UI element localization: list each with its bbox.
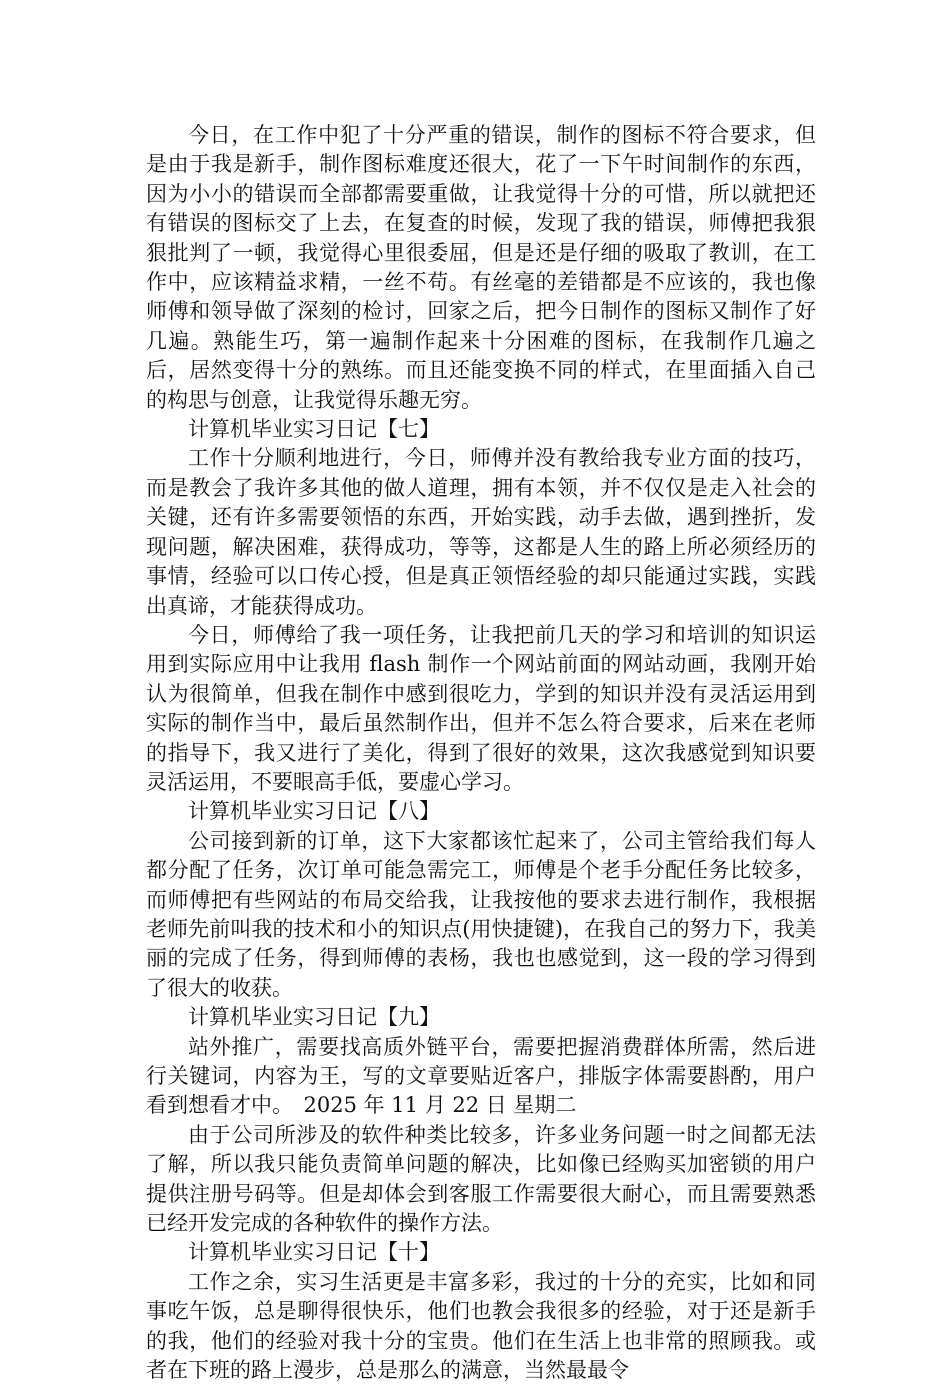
paragraph-flash-task: 今日，师傅给了我一项任务，让我把前几天的学习和培训的知识运用到实际应用中让我用 flash 制作一个网站前面的网站动画，我刚开始认为很简单，但我在制作中感到很吃力，学到的知识并没有灵活运用到实际的制作当中，最后虽然制作出，但并不怎么符合要求，后来在老师的指导下，我又进行了美化，得到了很好的效果，这次我感觉到知识要灵活运用，不要眼高手低，要虚心学习。 [146, 622, 816, 794]
document-body [146, 121, 816, 1385]
paragraph-work-smoothly: 工作十分顺利地进行，今日，师傅并没有教给我专业方面的技巧，而是教会了我许多其他的做人道理，拥有本领，并不仅仅是走入社会的关键，还有许多需要领悟的东西，开始实践，动手去做，遇到挫折，发现问题，解决困难，获得成功，等等，这都是人生的路上所必须经历的事情，经验可以口传心授，但是真正领悟经验的却只能通过实践，实践出真谛，才能获得成功。 [146, 446, 816, 618]
diary-heading-7: 计算机毕业实习日记【七】 [188, 417, 440, 442]
paragraph-mistake-day: 今日，在工作中犯了十分严重的错误，制作的图标不符合要求，但是由于我是新手，制作图标难度还很大，花了一下午时间制作的东西，因为小小的错误而全部都需要重做，让我觉得十分的可惜，所以就把还有错误的图标交了上去，在复查的时候，发现了我的错误，师傅把我狠狠批判了一顿，我觉得心里很委屈，但是还是仔细的吸取了教训，在工作中，应该精益求精，一丝不苟。有丝毫的差错都是不应该的，我也像师傅和领导做了深刻的检讨，回家之后，把今日制作的图标又制作了好几遍。熟能生巧，第一遍制作起来十分困难的图标，在我制作几遍之后，居然变得十分的熟练。而且还能变换不同的样式，在里面插入自己的构思与创意，让我觉得乐趣无穷。 [146, 123, 816, 412]
paragraph-new-order: 公司接到新的订单，这下大家都该忙起来了，公司主管给我们每人都分配了任务，次订单可能急需完工，师傅是个老手分配任务比较多，而师傅把有些网站的布局交给我，让我按他的要求去进行制作，我根据老师先前叫我的技术和小的知识点(用快捷键)，在我自己的努力下，我美丽的完成了任务，得到师傅的表杨，我也也感觉到，这一段的学习得到了很大的收获。 [146, 828, 816, 1000]
diary-heading-8: 计算机毕业实习日记【八】 [188, 799, 440, 824]
diary-heading-9: 计算机毕业实习日记【九】 [188, 1005, 440, 1030]
diary-heading-10: 计算机毕业实习日记【十】 [188, 1240, 440, 1265]
paragraph-after-work: 工作之余，实习生活更是丰富多彩，我过的十分的充实，比如和同事吃午饭，总是聊得很快乐，他们也教会我很多的经验，对于还是新手的我，他们的经验对我十分的宝贵。他们在生活上也非常的照顾我。或者在下班的路上漫步，总是那么的满意，当然最最令 [146, 1269, 816, 1383]
paragraph-promotion: 站外推广，需要找高质外链平台，需要把握消费群体所需，然后进行关键词，内容为王，写的文章要贴近客户，排版字体需要斟酌，用户看到想看才中。 2025 年 11 月 22 日 星期二 [146, 1034, 816, 1118]
paragraph-customer-service: 由于公司所涉及的软件种类比较多，许多业务问题一时之间都无法了解，所以我只能负责简单问题的解决，比如像已经购买加密锁的用户提供注册号码等。但是却体会到客服工作需要很大耐心，而且需要熟悉已经开发完成的各种软件的操作方法。 [146, 1122, 816, 1236]
